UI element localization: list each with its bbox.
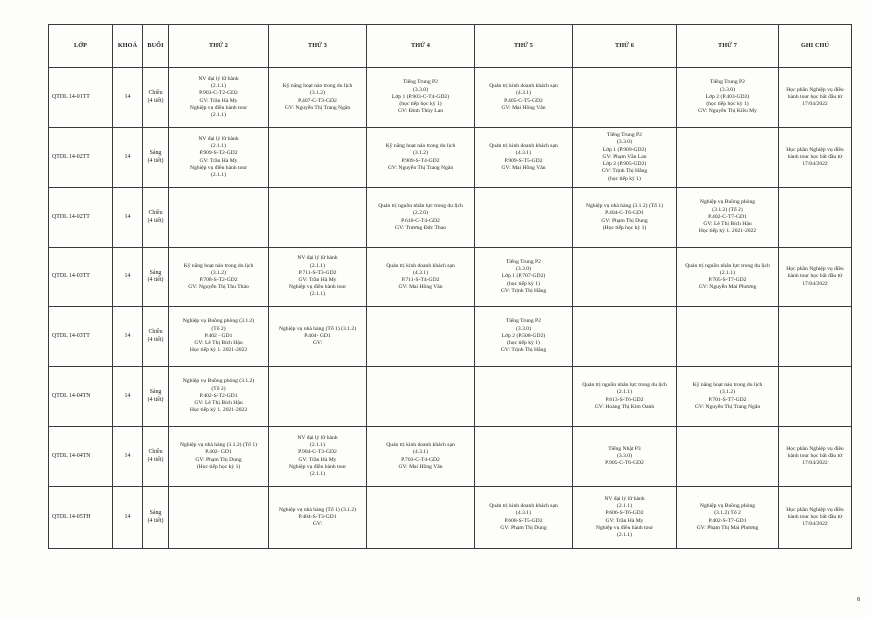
wed-cell bbox=[367, 487, 475, 549]
table-row bbox=[49, 248, 852, 307]
header-khoa: KHOÁ bbox=[113, 25, 143, 68]
timetable bbox=[48, 24, 852, 549]
sat-cell: Nghiệp vụ Buồng phòng (3.1.2) (Tổ 2) P.402-C-T7-GD1 GV: Lê Thị Bích Hậu Học tiếp kỳ 1. 2021-2022 bbox=[677, 188, 779, 248]
header-thu-5: THỨ 5 bbox=[475, 25, 573, 68]
header-row bbox=[49, 25, 852, 68]
thu-cell bbox=[475, 367, 573, 427]
note-cell: Học phần Nghiệp vụ điều hành tour học bắt đầu từ 17/04/2022 bbox=[779, 487, 852, 549]
tue-cell bbox=[269, 128, 367, 188]
wed-cell: Kỹ năng hoạt náo trong du lịch (3.1.2) P.909-S-T4-GD2 GV: Nguyễn Thị Trang Ngân bbox=[367, 128, 475, 188]
thu-cell: Quản trị kinh doanh khách sạn (4.3.1) P.909-S-T5-GD2 GV: Mai Hồng Vân bbox=[475, 128, 573, 188]
course-cell: 14 bbox=[113, 68, 143, 128]
mon-cell bbox=[169, 487, 269, 549]
course-cell: 14 bbox=[113, 487, 143, 549]
thu-cell bbox=[475, 427, 573, 487]
header-thu-6: THỨ 6 bbox=[573, 25, 677, 68]
thu-cell: Quản trị kinh doanh khách sạn (4.3.1) P.405-C-T5-GD2 GV: Mai Hồng Vân bbox=[475, 68, 573, 128]
mon-cell: Kỹ năng hoạt náo trong du lịch (3.1.2) P.708-S-T2-GD2 GV: Nguyễn Thị Thu Thảo bbox=[169, 248, 269, 307]
fri-cell: Quản trị nguồn nhân lực trong du lịch (2.1.1) P.613-S-T6-GD2 GV: Hoàng Thị Kim Oanh bbox=[573, 367, 677, 427]
note-cell: Học phần Nghiệp vụ điều hành tour học bắt đầu từ 17/04/2022 bbox=[779, 248, 852, 307]
table-row bbox=[49, 307, 852, 367]
session-cell: Sáng (4 tiết) bbox=[143, 367, 169, 427]
class-cell: QTDL 14-03TT bbox=[49, 248, 113, 307]
note-cell bbox=[779, 367, 852, 427]
class-cell: QTDL 14-03TT bbox=[49, 307, 113, 367]
tue-cell bbox=[269, 367, 367, 427]
table-row bbox=[49, 427, 852, 487]
mon-cell: Nghiệp vụ nhà hàng (3.1.2) (Tổ 1) P.402- GD1 GV: Phạm Thị Dung (Học tiếp học kỳ 1) bbox=[169, 427, 269, 487]
thu-cell: Tiếng Trung P2 (3.3.0) Lớp 2 (P.508-GD2) (học tiếp kỳ 1) GV: Trịnh Thị Hằng bbox=[475, 307, 573, 367]
session-cell: Chiều (4 tiết) bbox=[143, 188, 169, 248]
course-cell: 14 bbox=[113, 427, 143, 487]
fri-cell bbox=[573, 248, 677, 307]
thu-cell bbox=[475, 188, 573, 248]
wed-cell bbox=[367, 307, 475, 367]
header-thu-3: THỨ 3 bbox=[269, 25, 367, 68]
header-thu-7: THỨ 7 bbox=[677, 25, 779, 68]
wed-cell bbox=[367, 367, 475, 427]
thu-cell: Quản trị kinh doanh khách sạn (4.3.1) P.608-S-T5-GD2 GV: Phạm Thị Dung bbox=[475, 487, 573, 549]
sat-cell: Nghiệp vụ Buồng phòng (3.1.2) Tổ 2 P.402-S-T7-GD1 GV: Phạm Thị Mai Phương bbox=[677, 487, 779, 549]
session-cell: Sáng (4 tiết) bbox=[143, 248, 169, 307]
session-cell: Sáng (4 tiết) bbox=[143, 128, 169, 188]
table-row bbox=[49, 367, 852, 427]
sat-cell: Quản trị nguồn nhân lực trong du lịch (2.1.1) P.705-S-T7-GD2 GV: Nguyễn Mai Phương bbox=[677, 248, 779, 307]
session-cell: Chiều (4 tiết) bbox=[143, 427, 169, 487]
wed-cell: Quản trị nguồn nhân lực trong du lịch (2.2.0) P.610-C-T4-GD2 GV: Trương Đức Thao bbox=[367, 188, 475, 248]
tue-cell: Nghiệp vụ nhà hàng (Tổ 1) (3.1.2) P.404-S-T3-GD1 GV: bbox=[269, 487, 367, 549]
course-cell: 14 bbox=[113, 248, 143, 307]
table-row bbox=[49, 188, 852, 248]
class-cell: QTDL 14-04TN bbox=[49, 427, 113, 487]
table-row bbox=[49, 128, 852, 188]
class-cell: QTDL 14-02TT bbox=[49, 188, 113, 248]
mon-cell: Nghiệp vụ Buồng phòng (3.1.2) (Tổ 2) P.402-S-T2-GD1 GV: Lê Thị Bích Hậu Học tiếp kỳ 1. 2021-2022 bbox=[169, 367, 269, 427]
note-cell: Học phần Nghiệp vụ điều hành tour học bắt đầu từ 17/04/2022 bbox=[779, 427, 852, 487]
session-cell: Chiều (4 tiết) bbox=[143, 307, 169, 367]
fri-cell bbox=[573, 307, 677, 367]
sat-cell: Tiếng Trung P2 (3.3.0) Lớp 2 (P.403-GD2) (học tiếp học kỳ 1) GV: Nguyễn Thị Kiều My bbox=[677, 68, 779, 128]
fri-cell: Tiếng Nhật P3 (3.3.0) P.905-C-T6-GD2 bbox=[573, 427, 677, 487]
thu-cell: Tiếng Trung P2 (3.3.0) Lớp 1 (P.707-GD2) (học tiếp kỳ 1) GV: Trịnh Thị Hằng bbox=[475, 248, 573, 307]
sat-cell: Kỹ năng hoạt náo trong du lịch (3.1.2) P.701-S-T7-GD2 GV: Nguyễn Thị Trang Ngân bbox=[677, 367, 779, 427]
tue-cell: Kỹ năng hoạt náo trong du lịch (3.1.2) P.407-C-T3-GD2 GV: Nguyễn Thị Trang Ngân bbox=[269, 68, 367, 128]
note-cell bbox=[779, 188, 852, 248]
sat-cell bbox=[677, 128, 779, 188]
note-cell bbox=[779, 307, 852, 367]
fri-cell: Nghiệp vụ nhà hàng (3.1.2) (Tổ 1) P.404-C-T6-GD1 GV: Phạm Thị Dung (Học tiếp học kỳ 1) bbox=[573, 188, 677, 248]
course-cell: 14 bbox=[113, 128, 143, 188]
wed-cell: Tiếng Trung P2 (3.3.0) Lớp 1 (P.903-C-T4-GD2) (học tiếp học kỳ 1) GV: Đinh Thùy Lan bbox=[367, 68, 475, 128]
header-ghi-chu: GHI CHÚ bbox=[779, 25, 852, 68]
fri-cell bbox=[573, 68, 677, 128]
wed-cell: Quản trị kinh doanh khách sạn (4.3.1) P.703-C-T4-GD2 GV: Mai Hồng Vân bbox=[367, 427, 475, 487]
mon-cell: NV đại lý lữ hành (2.1.1) P.903-C-T2-GD2 GV: Trần Hà My Nghiệp vụ điều hành tour (2.1.1) bbox=[169, 68, 269, 128]
tue-cell bbox=[269, 188, 367, 248]
wed-cell: Quản trị kinh doanh khách sạn (4.3.1) P.711-S-T4-GD2 GV: Mai Hồng Vân bbox=[367, 248, 475, 307]
header-buoi: BUỔI bbox=[143, 25, 169, 68]
tue-cell: Nghiệp vụ nhà hàng (Tổ 1) (3.1.2) P.404- GD1 GV: bbox=[269, 307, 367, 367]
fri-cell: NV đại lý lữ hành (2.1.1) P.606-S-T6-GD2 GV: Trần Hà My Nghiệp vụ điều hành tour (2.1.1) bbox=[573, 487, 677, 549]
class-cell: QTDL 14-02TT bbox=[49, 128, 113, 188]
table-row bbox=[49, 487, 852, 549]
header-lop: LỚP bbox=[49, 25, 113, 68]
sat-cell bbox=[677, 307, 779, 367]
header-thu-2: THỨ 2 bbox=[169, 25, 269, 68]
mon-cell bbox=[169, 188, 269, 248]
tue-cell: NV đại lý lữ hành (2.1.1) P.904-C-T3-GD2 GV: Trần Hà My Nghiệp vụ điều hành tour (2.1.1) bbox=[269, 427, 367, 487]
note-cell: Học phần Nghiệp vụ điều hành tour học bắt đầu từ 17/04/2022 bbox=[779, 128, 852, 188]
session-cell: Sáng (4 tiết) bbox=[143, 487, 169, 549]
class-cell: QTDL 14-05TH bbox=[49, 487, 113, 549]
course-cell: 14 bbox=[113, 367, 143, 427]
mon-cell: Nghiệp vụ Buồng phòng (3.1.2) (Tổ 2) P.402 - GD1 GV: Lê Thị Bích Hậu Học tiếp kỳ 1. 2021-2022 bbox=[169, 307, 269, 367]
class-cell: QTDL 14-01TT bbox=[49, 68, 113, 128]
sat-cell bbox=[677, 427, 779, 487]
mon-cell: NV đại lý lữ hành (2.1.1) P.909-S-T2-GD2 GV: Trần Hà My Nghiệp vụ điều hành tour (2.1.1) bbox=[169, 128, 269, 188]
fri-cell: Tiếng Trung P2 (3.3.0) Lớp 1 (P.909-GD2) GV: Phạm Văn Lan Lớp 2 (P.905-GD2) GV: Trịnh Thị Hằng (học tiếp kỳ 1) bbox=[573, 128, 677, 188]
note-cell: Học phần Nghiệp vụ điều hành tour học bắt đầu từ 17/04/2022 bbox=[779, 68, 852, 128]
header-thu-4: THỨ 4 bbox=[367, 25, 475, 68]
course-cell: 14 bbox=[113, 188, 143, 248]
class-cell: QTDL 14-04TN bbox=[49, 367, 113, 427]
tue-cell: NV đại lý lữ hành (2.1.1) P.711-S-T3-GD2 GV: Trần Hà My Nghiệp vụ điều hành tour (2.1.1) bbox=[269, 248, 367, 307]
page-number: 8 bbox=[857, 597, 860, 603]
table-row bbox=[49, 68, 852, 128]
course-cell: 14 bbox=[113, 307, 143, 367]
session-cell: Chiều (4 tiết) bbox=[143, 68, 169, 128]
